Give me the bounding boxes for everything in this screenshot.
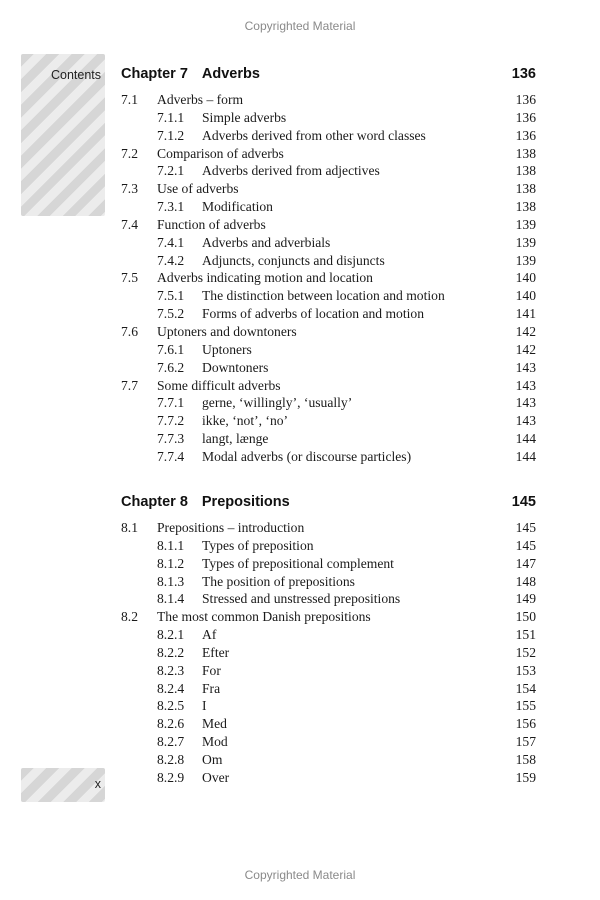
toc-subsection-entry xyxy=(121,305,536,323)
entry-page: 142 xyxy=(515,323,536,339)
entry-number: 7.7.4 xyxy=(157,448,185,464)
entry-page: 139 xyxy=(515,216,536,232)
entry-title: Use of adverbs xyxy=(157,181,239,197)
entry-title: Af xyxy=(202,627,217,643)
toc-subsection-entry xyxy=(121,394,536,412)
entry-number: 7.4 xyxy=(121,216,138,232)
toc-subsection-entry xyxy=(121,715,536,733)
entry-page: 153 xyxy=(515,662,536,678)
entry-title: Modal adverbs (or discourse particles) xyxy=(202,448,412,464)
watermark-bottom: Copyrighted Material xyxy=(244,868,356,882)
entry-page: 155 xyxy=(515,698,536,714)
contents-tab-label: Contents xyxy=(50,68,101,82)
toc-subsection-entry xyxy=(121,697,536,715)
chapter-page: 136 xyxy=(511,66,536,82)
entry-page: 149 xyxy=(515,591,536,607)
toc-subsection-entry xyxy=(121,287,536,305)
entry-number: 7.5 xyxy=(121,270,138,286)
toc-subsection-entry xyxy=(121,555,536,573)
toc-section-entry xyxy=(121,377,536,395)
entry-number: 7.5.2 xyxy=(157,306,185,322)
entry-title: I xyxy=(202,698,207,714)
watermark-top: Copyrighted Material xyxy=(244,19,356,33)
entry-number: 7.2.1 xyxy=(157,163,185,179)
entry-title: Types of prepositional complement xyxy=(202,555,394,571)
toc-section-entry xyxy=(121,145,536,163)
entry-title: Simple adverbs xyxy=(202,109,287,125)
entry-page: 156 xyxy=(515,716,536,732)
entry-number: 8.2.2 xyxy=(157,644,185,660)
entry-number: 8.2.4 xyxy=(157,680,185,696)
toc-subsection-entry xyxy=(121,626,536,644)
entry-title: Types of preposition xyxy=(202,537,314,553)
entry-title: Adjuncts, conjuncts and disjuncts xyxy=(202,252,385,268)
toc-section-entry xyxy=(121,180,536,198)
toc-subsection-entry xyxy=(121,448,536,466)
chapter-number: Chapter 8 xyxy=(121,494,188,510)
toc-subsection-entry xyxy=(121,162,536,180)
toc-subsection-entry xyxy=(121,644,536,662)
toc-subsection-entry xyxy=(121,198,536,216)
entry-page: 142 xyxy=(515,341,536,357)
entry-title: For xyxy=(202,662,221,678)
entry-title: Some difficult adverbs xyxy=(157,377,281,393)
entry-number: 7.7.3 xyxy=(157,431,185,447)
entry-page: 143 xyxy=(515,359,536,375)
entry-number: 7.4.1 xyxy=(157,234,185,250)
entry-page: 148 xyxy=(515,573,536,589)
entry-title: Forms of adverbs of location and motion xyxy=(202,306,424,322)
page-number-tab xyxy=(21,768,105,802)
page-number: x xyxy=(94,777,101,791)
entry-page: 140 xyxy=(515,288,536,304)
entry-title: Mod xyxy=(202,734,228,750)
entry-title: Adverbs derived from other word classes xyxy=(202,127,426,143)
entry-page: 157 xyxy=(515,734,536,750)
entry-title: Uptoners and downtoners xyxy=(157,323,297,339)
toc-subsection-entry xyxy=(121,573,536,591)
toc-subsection-entry xyxy=(121,537,536,555)
entry-number: 8.1.3 xyxy=(157,573,185,589)
toc-section-entry xyxy=(121,519,536,537)
entry-page: 147 xyxy=(515,555,536,571)
entry-title: Function of adverbs xyxy=(157,216,266,232)
toc-subsection-entry xyxy=(121,252,536,270)
entry-page: 136 xyxy=(515,109,536,125)
toc-chapter-8 xyxy=(121,490,536,787)
entry-title: ikke, ‘not’, ‘no’ xyxy=(202,413,289,429)
entry-number: 7.3 xyxy=(121,181,138,197)
toc-section-entry xyxy=(121,608,536,626)
entry-page: 136 xyxy=(515,127,536,143)
entry-title: Om xyxy=(202,751,223,767)
entry-number: 8.2.8 xyxy=(157,751,185,767)
toc-subsection-entry xyxy=(121,751,536,769)
toc-subsection-entry xyxy=(121,733,536,751)
toc-chapter-7 xyxy=(121,62,536,466)
toc-subsection-entry xyxy=(121,430,536,448)
toc-section-entry xyxy=(121,216,536,234)
entry-number: 8.2.3 xyxy=(157,662,185,678)
entry-number: 8.1 xyxy=(121,520,138,535)
entry-title: Efter xyxy=(202,644,230,660)
entry-page: 151 xyxy=(515,627,536,643)
toc-subsection-entry xyxy=(121,769,536,787)
entry-page: 143 xyxy=(515,413,536,429)
entry-number: 7.3.1 xyxy=(157,199,185,215)
toc-subsection-entry xyxy=(121,412,536,430)
entry-page: 138 xyxy=(515,181,536,197)
chapter-number: Chapter 7 xyxy=(121,66,188,82)
entry-page: 150 xyxy=(515,609,536,625)
toc-subsection-entry xyxy=(121,680,536,698)
entry-page: 140 xyxy=(515,270,536,286)
entry-number: 7.6 xyxy=(121,323,138,339)
entry-title: Adverbs indicating motion and location xyxy=(157,270,373,286)
toc-subsection-entry xyxy=(121,341,536,359)
toc-subsection-entry xyxy=(121,590,536,608)
chapter-heading xyxy=(121,490,536,516)
entry-title: Comparison of adverbs xyxy=(157,145,284,161)
toc-section-entry xyxy=(121,91,536,109)
entry-title: Fra xyxy=(202,680,221,696)
entry-number: 7.1.2 xyxy=(157,127,185,143)
entry-title: Adverbs derived from adjectives xyxy=(202,163,380,179)
chapter-title: Adverbs xyxy=(201,66,260,82)
toc-section-entry xyxy=(121,323,536,341)
entry-page: 138 xyxy=(515,199,536,215)
entry-page: 159 xyxy=(515,769,536,785)
entry-number: 8.2.7 xyxy=(157,734,185,750)
entry-number: 7.7.1 xyxy=(157,395,185,411)
chapter-heading xyxy=(121,62,536,88)
entry-page: 144 xyxy=(515,431,536,447)
entry-number: 8.2.5 xyxy=(157,698,185,714)
entry-title: Uptoners xyxy=(202,341,252,357)
entry-number: 8.2.9 xyxy=(157,769,185,785)
toc-entries xyxy=(121,91,536,466)
chapter-title: Prepositions xyxy=(201,494,290,510)
entry-title: The position of prepositions xyxy=(202,573,355,589)
entry-title: Med xyxy=(202,716,227,732)
entry-title: Adverbs and adverbials xyxy=(202,234,331,250)
entry-page: 145 xyxy=(515,537,536,553)
entry-title: gerne, ‘willingly’, ‘usually’ xyxy=(202,395,353,411)
entry-number: 8.2 xyxy=(121,609,138,625)
entry-title: langt, længe xyxy=(202,431,269,447)
entry-page: 139 xyxy=(515,252,536,268)
entry-number: 7.2 xyxy=(121,145,138,161)
entry-number: 7.5.1 xyxy=(157,288,185,304)
entry-number: 7.7.2 xyxy=(157,413,185,429)
toc-section-entry xyxy=(121,269,536,287)
toc-subsection-entry xyxy=(121,662,536,680)
entry-title: Downtoners xyxy=(202,359,269,375)
entry-number: 8.2.1 xyxy=(157,627,185,643)
toc-entries xyxy=(121,519,536,787)
toc-subsection-entry xyxy=(121,359,536,377)
entry-title: The most common Danish prepositions xyxy=(157,609,371,625)
entry-title: Adverbs – form xyxy=(157,92,244,107)
entry-page: 143 xyxy=(515,395,536,411)
entry-page: 158 xyxy=(515,751,536,767)
toc-subsection-entry xyxy=(121,234,536,252)
entry-number: 8.2.6 xyxy=(157,716,185,732)
entry-page: 154 xyxy=(515,680,536,696)
entry-page: 152 xyxy=(515,644,536,660)
entry-title: Stressed and unstressed prepositions xyxy=(202,591,401,607)
entry-page: 136 xyxy=(515,92,536,107)
entry-title: Modification xyxy=(202,199,273,215)
entry-number: 7.1.1 xyxy=(157,109,185,125)
entry-page: 144 xyxy=(515,448,536,464)
entry-number: 8.1.1 xyxy=(157,537,185,553)
entry-number: 7.7 xyxy=(121,377,138,393)
entry-number: 7.6.1 xyxy=(157,341,185,357)
entry-title: The distinction between location and motion xyxy=(202,288,445,304)
entry-number: 7.4.2 xyxy=(157,252,185,268)
entry-number: 8.1.4 xyxy=(157,591,185,607)
entry-number: 7.1 xyxy=(121,92,138,107)
contents-side-tab xyxy=(21,54,105,216)
entry-page: 139 xyxy=(515,234,536,250)
entry-title: Prepositions – introduction xyxy=(157,520,305,535)
chapter-page: 145 xyxy=(511,494,536,510)
entry-page: 138 xyxy=(515,163,536,179)
entry-title: Over xyxy=(202,769,230,785)
entry-number: 8.1.2 xyxy=(157,555,185,571)
entry-page: 145 xyxy=(515,520,536,535)
toc-subsection-entry xyxy=(121,127,536,145)
entry-number: 7.6.2 xyxy=(157,359,185,375)
entry-page: 143 xyxy=(515,377,536,393)
entry-page: 141 xyxy=(515,306,536,322)
entry-page: 138 xyxy=(515,145,536,161)
toc-subsection-entry xyxy=(121,109,536,127)
